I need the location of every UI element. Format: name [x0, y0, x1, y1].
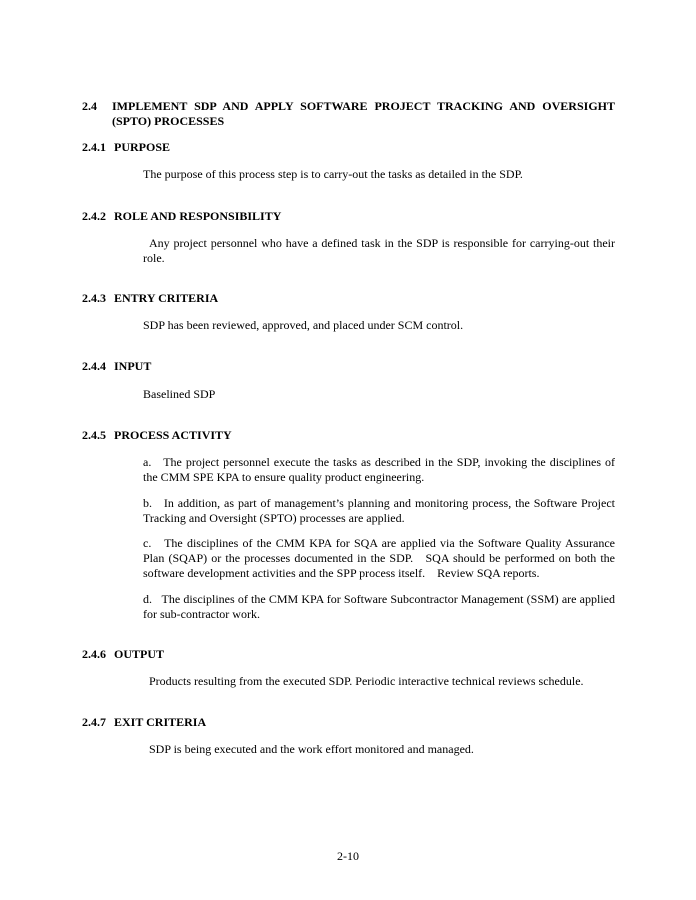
- entry-criteria-text: SDP has been reviewed, approved, and placed under SCM control.: [143, 318, 464, 332]
- subsection-title: ROLE AND RESPONSIBILITY: [114, 209, 282, 223]
- subsection-heading-entry-criteria: [82, 291, 218, 306]
- process-activity-item-a: a. The project personnel execute the tasks as described in the SDP, invoking the disciplines of the CMM SPE KPA to ensure quality product engineering.: [143, 455, 615, 484]
- subsection-number: 2.4.6: [82, 647, 106, 661]
- subsection-number: 2.4.3: [82, 291, 106, 305]
- subsection-heading-output: [82, 647, 164, 662]
- subsection-heading-input: [82, 359, 151, 374]
- input-text: Baselined SDP: [143, 387, 216, 401]
- section-heading: [82, 99, 615, 129]
- process-activity-item-b: b. In addition, as part of management’s planning and monitoring process, the Software Project Tracking and Oversight (SPTO) processes are applied.: [143, 496, 615, 525]
- exit-criteria-text: SDP is being executed and the work effort monitored and managed.: [149, 742, 474, 756]
- subsection-title: INPUT: [114, 359, 152, 373]
- subsection-number: 2.4.1: [82, 140, 106, 154]
- subsection-number: 2.4.2: [82, 209, 106, 223]
- output-text: Products resulting from the executed SDP. Periodic interactive technical reviews schedule.: [149, 674, 584, 688]
- subsection-heading-role: [82, 209, 281, 224]
- subsection-title: PURPOSE: [114, 140, 171, 154]
- purpose-text: The purpose of this process step is to carry-out the tasks as detailed in the SDP.: [143, 167, 523, 181]
- section-number: 2.4: [82, 99, 97, 113]
- process-activity-item-d: d. The disciplines of the CMM KPA for Software Subcontractor Management (SSM) are applied for sub-contractor work.: [143, 592, 615, 621]
- role-text: Any project personnel who have a defined task in the SDP is responsible for carrying-out their role.: [143, 236, 615, 265]
- subsection-title: PROCESS ACTIVITY: [114, 428, 232, 442]
- section-title: IMPLEMENT SDP AND APPLY SOFTWARE PROJECT TRACKING AND OVERSIGHT (SPTO) PROCESSES: [112, 99, 615, 128]
- subsection-title: ENTRY CRITERIA: [114, 291, 219, 305]
- subsection-number: 2.4.7: [82, 715, 106, 729]
- subsection-number: 2.4.4: [82, 359, 106, 373]
- page-number: 2-10: [337, 849, 359, 863]
- process-activity-item-c: c. The disciplines of the CMM KPA for SQA are applied via the Software Quality Assurance Plan (SQAP) or the processes documented in the SDP. SQA should be performed on both the software development activities and the SPP process itself. Review SQA reports.: [143, 536, 615, 580]
- subsection-heading-exit-criteria: [82, 715, 206, 730]
- subsection-title: OUTPUT: [114, 647, 165, 661]
- subsection-heading-process-activity: [82, 428, 232, 443]
- subsection-title: EXIT CRITERIA: [114, 715, 207, 729]
- subsection-number: 2.4.5: [82, 428, 106, 442]
- subsection-heading-purpose: [82, 140, 170, 155]
